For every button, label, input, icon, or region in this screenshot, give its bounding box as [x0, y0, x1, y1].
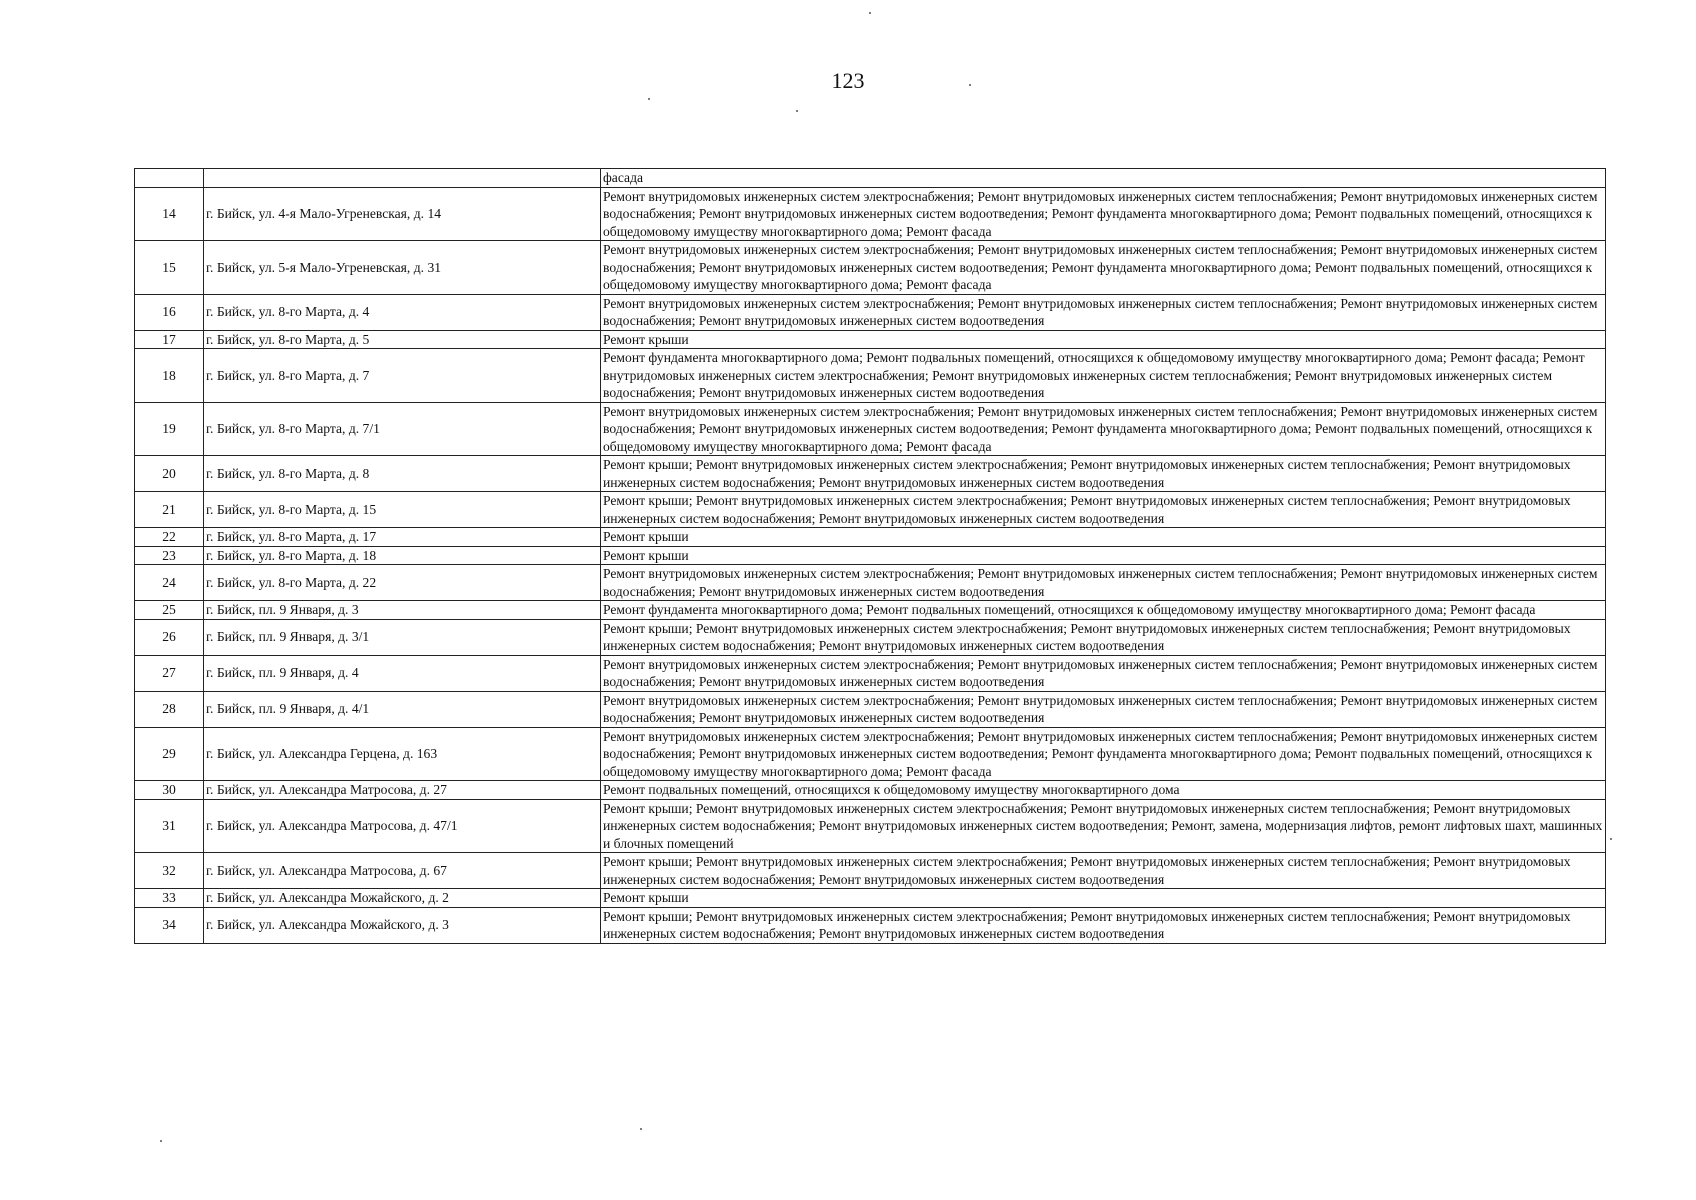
table-row — [135, 799, 1606, 853]
row-address: г. Бийск, ул. Александра Матросова, д. 47/1 — [204, 799, 601, 853]
row-address: г. Бийск, пл. 9 Января, д. 3 — [204, 601, 601, 620]
scan-speck — [869, 12, 871, 14]
table-row — [135, 241, 1606, 295]
row-address: г. Бийск, ул. 8-го Марта, д. 7/1 — [204, 402, 601, 456]
table-row — [135, 853, 1606, 889]
scan-speck — [640, 1128, 642, 1130]
row-works: Ремонт крыши — [601, 889, 1606, 908]
table-row — [135, 402, 1606, 456]
row-address: г. Бийск, пл. 9 Января, д. 4 — [204, 655, 601, 691]
row-number: 23 — [135, 546, 204, 565]
table-row — [135, 727, 1606, 781]
row-works: Ремонт фундамента многоквартирного дома; Ремонт подвальных помещений, относящихся к общедомовому имуществу многоквартирного дома; Ремонт фасада; Ремонт внутридомовых инженерных систем электроснабжения; Ремонт внутридомовых инженерных систем теплоснабжения; Ремонт внутридомовых инженерных систем водоснабжения; Ремонт внутридомовых инженерных систем водоотведения — [601, 349, 1606, 403]
row-works: Ремонт внутридомовых инженерных систем электроснабжения; Ремонт внутридомовых инженерных систем теплоснабжения; Ремонт внутридомовых инженерных систем водоснабжения; Ремонт внутридомовых инженерных систем водоотведения; Ремонт фундамента многоквартирного дома; Ремонт подвальных помещений, относящихся к общедомовому имуществу многоквартирного дома; Ремонт фасада — [601, 241, 1606, 295]
row-address: г. Бийск, ул. 8-го Марта, д. 17 — [204, 528, 601, 547]
row-address: г. Бийск, ул. Александра Матросова, д. 27 — [204, 781, 601, 800]
table-row — [135, 528, 1606, 547]
scan-speck — [1610, 838, 1612, 840]
table-row — [135, 781, 1606, 800]
row-works: Ремонт фундамента многоквартирного дома; Ремонт подвальных помещений, относящихся к общедомовому имуществу многоквартирного дома; Ремонт фасада — [601, 601, 1606, 620]
cell-address-empty — [204, 169, 601, 188]
table-row — [135, 601, 1606, 620]
row-number: 26 — [135, 619, 204, 655]
row-works: Ремонт внутридомовых инженерных систем электроснабжения; Ремонт внутридомовых инженерных систем теплоснабжения; Ремонт внутридомовых инженерных систем водоснабжения; Ремонт внутридомовых инженерных систем водоотведения — [601, 565, 1606, 601]
row-number: 27 — [135, 655, 204, 691]
table-row — [135, 456, 1606, 492]
repair-works-table — [134, 168, 1606, 944]
row-number: 31 — [135, 799, 204, 853]
cell-works-carryover: фасада — [601, 169, 1606, 188]
row-address: г. Бийск, ул. Александра Можайского, д. 3 — [204, 907, 601, 943]
row-number: 30 — [135, 781, 204, 800]
row-works: Ремонт крыши; Ремонт внутридомовых инженерных систем электроснабжения; Ремонт внутридомовых инженерных систем теплоснабжения; Ремонт внутридомовых инженерных систем водоснабжения; Ремонт внутридомовых инженерных систем водоотведения — [601, 492, 1606, 528]
row-number: 25 — [135, 601, 204, 620]
cell-number-empty — [135, 169, 204, 188]
table-row — [135, 691, 1606, 727]
row-address: г. Бийск, ул. 5-я Мало-Угреневская, д. 31 — [204, 241, 601, 295]
row-address: г. Бийск, пл. 9 Января, д. 3/1 — [204, 619, 601, 655]
row-works: Ремонт внутридомовых инженерных систем электроснабжения; Ремонт внутридомовых инженерных систем теплоснабжения; Ремонт внутридомовых инженерных систем водоснабжения; Ремонт внутридомовых инженерных систем водоотведения — [601, 294, 1606, 330]
row-works: Ремонт крыши — [601, 528, 1606, 547]
row-address: г. Бийск, ул. 8-го Марта, д. 22 — [204, 565, 601, 601]
row-address: г. Бийск, ул. 8-го Марта, д. 15 — [204, 492, 601, 528]
table-body — [135, 169, 1606, 944]
row-works: Ремонт подвальных помещений, относящихся к общедомовому имуществу многоквартирного дома — [601, 781, 1606, 800]
table-row-carryover — [135, 169, 1606, 188]
row-works: Ремонт внутридомовых инженерных систем электроснабжения; Ремонт внутридомовых инженерных систем теплоснабжения; Ремонт внутридомовых инженерных систем водоснабжения; Ремонт внутридомовых инженерных систем водоотведения; Ремонт фундамента многоквартирного дома; Ремонт подвальных помещений, относящихся к общедомовому имуществу многоквартирного дома; Ремонт фасада — [601, 187, 1606, 241]
row-works: Ремонт внутридомовых инженерных систем электроснабжения; Ремонт внутридомовых инженерных систем теплоснабжения; Ремонт внутридомовых инженерных систем водоснабжения; Ремонт внутридомовых инженерных систем водоотведения; Ремонт фундамента многоквартирного дома; Ремонт подвальных помещений, относящихся к общедомовому имуществу многоквартирного дома; Ремонт фасада — [601, 727, 1606, 781]
row-works: Ремонт крыши — [601, 546, 1606, 565]
table-row — [135, 565, 1606, 601]
row-address: г. Бийск, ул. 8-го Марта, д. 4 — [204, 294, 601, 330]
row-number: 18 — [135, 349, 204, 403]
table-row — [135, 349, 1606, 403]
row-number: 28 — [135, 691, 204, 727]
scan-speck — [160, 1140, 162, 1142]
row-number: 33 — [135, 889, 204, 908]
scan-speck — [648, 98, 650, 100]
row-works: Ремонт внутридомовых инженерных систем электроснабжения; Ремонт внутридомовых инженерных систем теплоснабжения; Ремонт внутридомовых инженерных систем водоснабжения; Ремонт внутридомовых инженерных систем водоотведения; Ремонт фундамента многоквартирного дома; Ремонт подвальных помещений, относящихся к общедомовому имуществу многоквартирного дома; Ремонт фасада — [601, 402, 1606, 456]
row-number: 17 — [135, 330, 204, 349]
row-works: Ремонт крыши; Ремонт внутридомовых инженерных систем электроснабжения; Ремонт внутридомовых инженерных систем теплоснабжения; Ремонт внутридомовых инженерных систем водоснабжения; Ремонт внутридомовых инженерных систем водоотведения; Ремонт, замена, модернизация лифтов, ремонт лифтовых шахт, машинных и блочных помещений — [601, 799, 1606, 853]
row-number: 34 — [135, 907, 204, 943]
row-address: г. Бийск, ул. 8-го Марта, д. 8 — [204, 456, 601, 492]
scan-speck — [969, 84, 971, 86]
row-address: г. Бийск, ул. 8-го Марта, д. 18 — [204, 546, 601, 565]
table-row — [135, 492, 1606, 528]
table-row — [135, 294, 1606, 330]
row-number: 14 — [135, 187, 204, 241]
table-row — [135, 619, 1606, 655]
row-number: 16 — [135, 294, 204, 330]
row-address: г. Бийск, пл. 9 Января, д. 4/1 — [204, 691, 601, 727]
row-address: г. Бийск, ул. Александра Герцена, д. 163 — [204, 727, 601, 781]
table-row — [135, 330, 1606, 349]
scan-speck — [796, 110, 798, 112]
table-row — [135, 907, 1606, 943]
row-works: Ремонт крыши; Ремонт внутридомовых инженерных систем электроснабжения; Ремонт внутридомовых инженерных систем теплоснабжения; Ремонт внутридомовых инженерных систем водоснабжения; Ремонт внутридомовых инженерных систем водоотведения — [601, 853, 1606, 889]
row-number: 21 — [135, 492, 204, 528]
row-address: г. Бийск, ул. 4-я Мало-Угреневская, д. 14 — [204, 187, 601, 241]
row-works: Ремонт крыши; Ремонт внутридомовых инженерных систем электроснабжения; Ремонт внутридомовых инженерных систем теплоснабжения; Ремонт внутридомовых инженерных систем водоснабжения; Ремонт внутридомовых инженерных систем водоотведения — [601, 619, 1606, 655]
row-works: Ремонт крыши — [601, 330, 1606, 349]
page-number: 123 — [831, 68, 865, 93]
row-works: Ремонт крыши; Ремонт внутридомовых инженерных систем электроснабжения; Ремонт внутридомовых инженерных систем теплоснабжения; Ремонт внутридомовых инженерных систем водоснабжения; Ремонт внутридомовых инженерных систем водоотведения — [601, 456, 1606, 492]
row-number: 15 — [135, 241, 204, 295]
row-address: г. Бийск, ул. Александра Матросова, д. 67 — [204, 853, 601, 889]
table-row — [135, 187, 1606, 241]
row-address: г. Бийск, ул. 8-го Марта, д. 5 — [204, 330, 601, 349]
row-works: Ремонт внутридомовых инженерных систем электроснабжения; Ремонт внутридомовых инженерных систем теплоснабжения; Ремонт внутридомовых инженерных систем водоснабжения; Ремонт внутридомовых инженерных систем водоотведения — [601, 691, 1606, 727]
row-number: 19 — [135, 402, 204, 456]
row-number: 20 — [135, 456, 204, 492]
row-number: 29 — [135, 727, 204, 781]
row-address: г. Бийск, ул. Александра Можайского, д. 2 — [204, 889, 601, 908]
table-row — [135, 655, 1606, 691]
row-number: 32 — [135, 853, 204, 889]
row-works: Ремонт внутридомовых инженерных систем электроснабжения; Ремонт внутридомовых инженерных систем теплоснабжения; Ремонт внутридомовых инженерных систем водоснабжения; Ремонт внутридомовых инженерных систем водоотведения — [601, 655, 1606, 691]
row-number: 22 — [135, 528, 204, 547]
table-row — [135, 889, 1606, 908]
row-address: г. Бийск, ул. 8-го Марта, д. 7 — [204, 349, 601, 403]
table-row — [135, 546, 1606, 565]
row-number: 24 — [135, 565, 204, 601]
row-works: Ремонт крыши; Ремонт внутридомовых инженерных систем электроснабжения; Ремонт внутридомовых инженерных систем теплоснабжения; Ремонт внутридомовых инженерных систем водоснабжения; Ремонт внутридомовых инженерных систем водоотведения — [601, 907, 1606, 943]
